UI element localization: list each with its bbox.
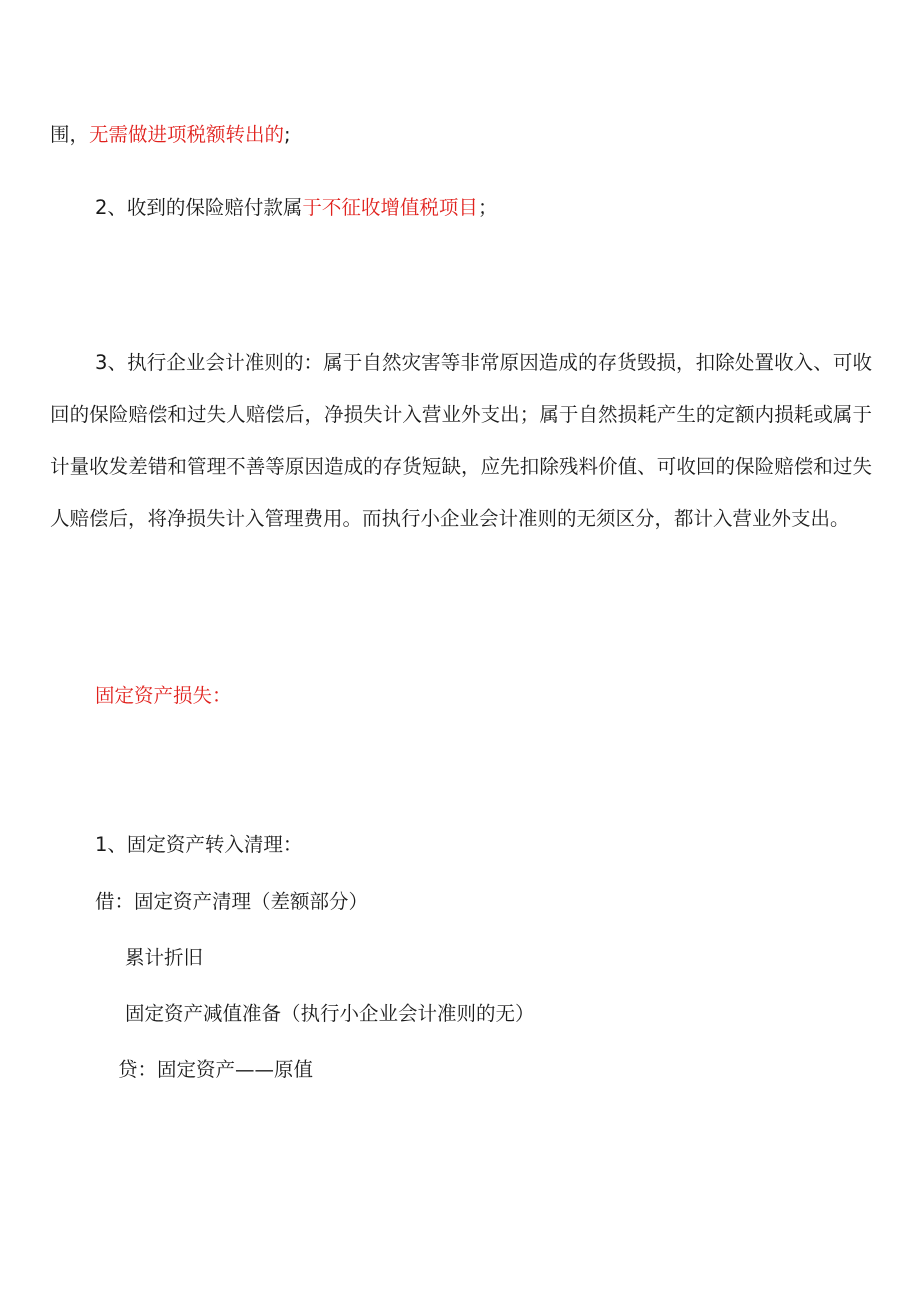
item-1: 1、固定资产转入清理： [95, 833, 303, 856]
line2-plain: 2、收到的保险赔付款属 [95, 196, 303, 219]
line1-highlight: 无需做进项税额转出的 [89, 123, 285, 146]
debit-entry: 借：固定资产清理（差额部分） [95, 890, 369, 913]
line2-highlight: 于不征收增值税项目 [302, 196, 478, 219]
paragraph-line-2 [95, 195, 497, 221]
paragraph-line-1 [50, 122, 291, 148]
accumulated-depreciation: 累计折旧 [125, 946, 204, 969]
impairment-provision: 固定资产减值准备（执行小企业会计准则的无） [125, 1002, 535, 1025]
line1-plain: 围， [50, 123, 90, 146]
credit-entry: 贷：固定资产——原值 [118, 1058, 314, 1081]
line2-end: ； [477, 196, 498, 219]
paragraph-3: 3、执行企业会计准则的：属于自然灾害等非常原因造成的存货毁损，扣除处置收入、可收回的保险赔偿和过失人赔偿后，净损失计入营业外支出；属于自然损耗产生的定额内损耗或属于计量收发差错和管理不善等原因造成的存货短缺，应先扣除残料价值、可收回的保险赔偿和过失人赔偿后，将净损失计入管理费用。而执行小企业会计准则的无须区分，都计入营业外支出。 [50, 351, 872, 530]
section-title: 固定资产损失： [95, 684, 232, 707]
line1-end: ; [284, 123, 291, 146]
